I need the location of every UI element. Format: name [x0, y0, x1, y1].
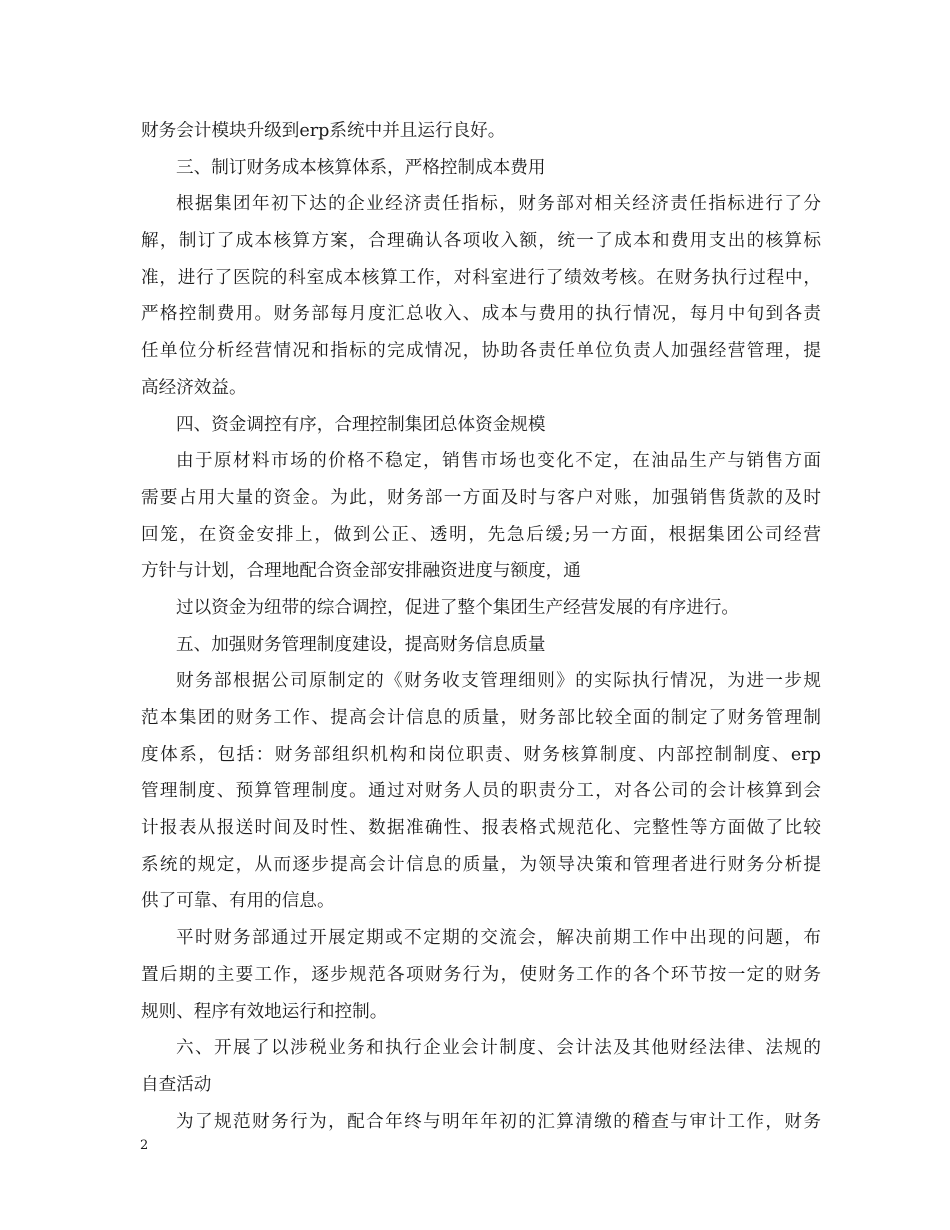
- document-body: [141, 113, 821, 1140]
- paragraph-line: 高经济效益。: [141, 377, 247, 398]
- paragraph-line: 解，制订了成本核算方案，合理确认各项收入额，统一了成本和费用支出的核算标: [141, 231, 821, 252]
- paragraph-line: 过以资金为纽带的综合调控，促进了整个集团生产经营发展的有序进行。: [176, 597, 740, 618]
- paragraph-line: 度体系，包括：财务部组织机构和岗位职责、财务核算制度、内部控制制度、erp: [141, 744, 821, 765]
- paragraph-line: 任单位分析经营情况和指标的完成情况，协助各责任单位负责人加强经营管理，提: [141, 341, 821, 362]
- paragraph-line: 方针与计划，合理地配合资金部安排融资进度与额度，通: [141, 561, 581, 582]
- paragraph-line: 置后期的主要工作，逐步规范各项财务行为，使财务工作的各个环节按一定的财务: [141, 964, 821, 985]
- paragraph-line: 财务会计模块升级到erp系统中并且运行良好。: [141, 121, 506, 141]
- paragraph-line: 财务部根据公司原制定的《财务收支管理细则》的实际执行情况，为进一步规: [176, 671, 821, 692]
- paragraph-line: 由于原材料市场的价格不稳定，销售市场也变化不定，在油品生产与销售方面: [176, 451, 821, 472]
- paragraph-line: 需要占用大量的资金。为此，财务部一方面及时与客户对账，加强销售货款的及时: [141, 487, 821, 508]
- paragraph-line: 范本集团的财务工作、提高会计信息的质量，财务部比较全面的制定了财务管理制: [141, 708, 821, 728]
- paragraph-line: 供了可靠、有用的信息。: [141, 891, 335, 912]
- section-heading: 六、开展了以涉税业务和执行企业会计制度、会计法及其他财经法律、法规的: [176, 1038, 821, 1059]
- paragraph-line: 规则、程序有效地运行和控制。: [141, 1001, 388, 1022]
- paragraph-line: 严格控制费用。财务部每月度汇总收入、成本与费用的执行情况，每月中旬到各责: [141, 304, 821, 325]
- paragraph-line: 准，进行了医院的科室成本核算工作，对科室进行了绩效考核。在财务执行过程中，: [141, 267, 821, 288]
- paragraph-line: 为了规范财务行为，配合年终与明年年初的汇算清缴的稽查与审计工作，财务: [176, 1111, 821, 1132]
- paragraph-line: 回笼，在资金安排上，做到公正、透明，先急后缓;另一方面，根据集团公司经营: [141, 524, 821, 545]
- section-heading: 三、制订财务成本核算体系，严格控制成本费用: [176, 157, 546, 178]
- page-number: 2: [140, 1138, 149, 1153]
- paragraph-line: 系统的规定，从而逐步提高会计信息的质量，为领导决策和管理者进行财务分析提: [141, 854, 821, 875]
- paragraph-line: 根据集团年初下达的企业经济责任指标，财务部对相关经济责任指标进行了分: [176, 194, 821, 215]
- section-heading: 自查活动: [141, 1074, 212, 1095]
- section-heading: 四、资金调控有序，合理控制集团总体资金规模: [176, 414, 546, 435]
- paragraph-line: 管理制度、预算管理制度。通过对财务人员的职责分工，对各公司的会计核算到会: [141, 781, 821, 802]
- paragraph-line: 计报表从报送时间及时性、数据准确性、报表格式规范化、完整性等方面做了比较: [141, 818, 821, 839]
- section-heading: 五、加强财务管理制度建设，提高财务信息质量: [176, 634, 546, 655]
- paragraph-line: 平时财务部通过开展定期或不定期的交流会，解决前期工作中出现的问题，布: [176, 928, 821, 949]
